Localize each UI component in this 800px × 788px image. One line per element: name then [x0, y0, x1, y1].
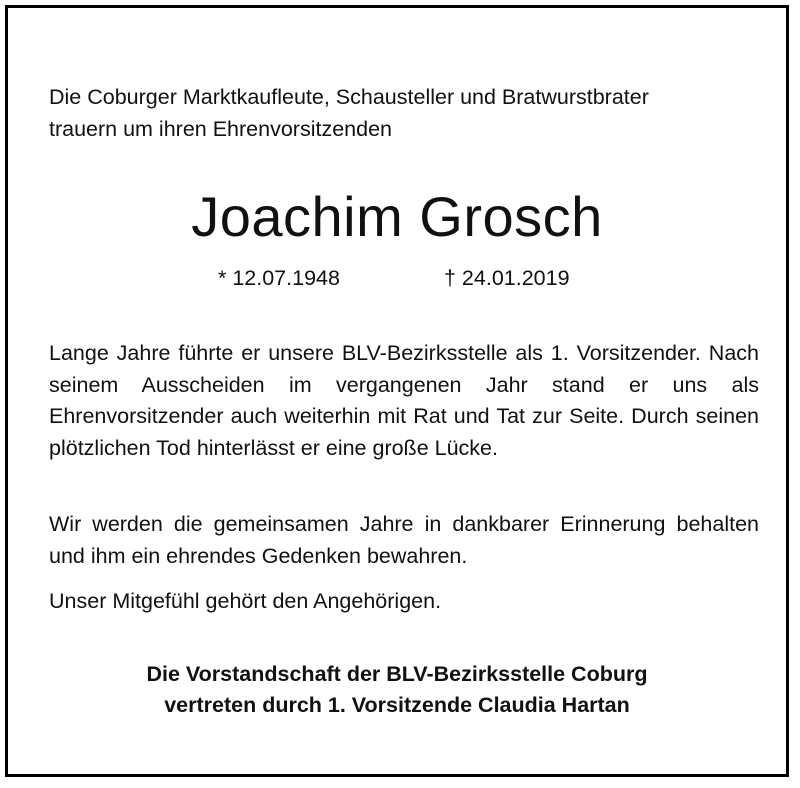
obituary-notice: [5, 5, 789, 777]
tribute-paragraph: Lange Jahre führte er unsere BLV-Bezirksstelle als 1. Vorsitzender. Nach seinem Ausscheiden im vergangenen Jahr stand er uns als Ehrenvorsitzender auch weiterhin mit Rat und Tat zur Seite. Durch seinen plötzlichen Tod hinterlässt er eine große Lücke.: [49, 341, 759, 460]
signature-line-2: vertreten durch 1. Vorsitzende Claudia Hartan: [164, 693, 630, 717]
deceased-name: Joachim Grosch: [191, 185, 603, 248]
signature-line-1: Die Vorstandschaft der BLV-Bezirksstelle Coburg: [146, 662, 648, 686]
signature-block: [8, 659, 786, 721]
condolence-paragraph: Unser Mitgefühl gehört den Angehörigen.: [49, 589, 442, 613]
intro-line-1: Die Coburger Marktkaufleute, Schausteller und Bratwurstbrater: [49, 85, 649, 109]
birth-date: * 12.07.1948: [218, 266, 340, 290]
remembrance-paragraph: Wir werden die gemeinsamen Jahre in dankbarer Erinnerung behalten und ihm ein ehrendes Gedenken bewahren.: [49, 512, 759, 568]
intro-text: [49, 81, 769, 145]
death-date: † 24.01.2019: [444, 266, 570, 290]
intro-line-2: trauern um ihren Ehrenvorsitzenden: [49, 117, 392, 141]
